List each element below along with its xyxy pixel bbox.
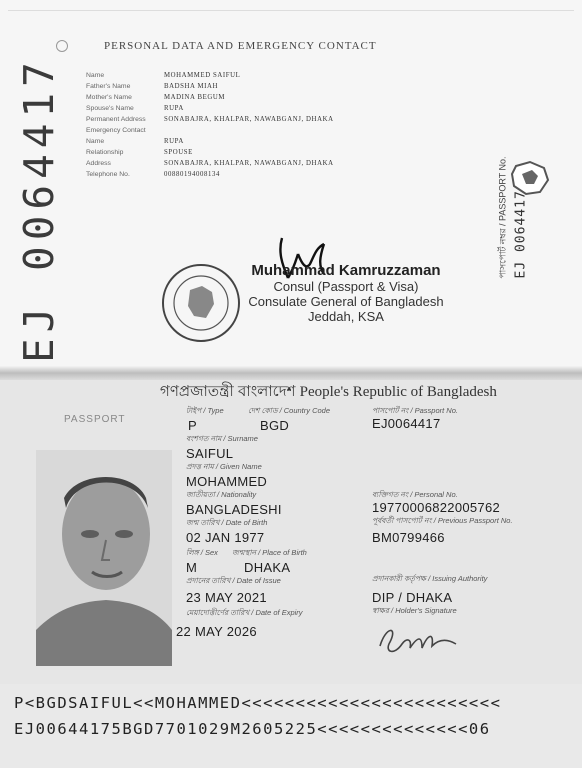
issuing-authority: DIP / DHAKA xyxy=(372,590,453,605)
data-row: Name RUPA xyxy=(86,138,184,145)
surname: SAIFUL xyxy=(186,446,234,461)
data-row: Emergency Contact xyxy=(86,127,146,134)
place-of-birth: DHAKA xyxy=(244,560,291,575)
data-row: Telephone No. 00880194008134 xyxy=(86,171,220,178)
date-of-birth: 02 JAN 1977 xyxy=(186,530,265,545)
issuing-authority-caption: প্রদানকারী কর্তৃপক্ষ / Issuing Authority xyxy=(372,574,488,583)
personal-number: 19770006822005762 xyxy=(372,500,501,515)
mrz-line-1: P<BGDSAIFUL<<MOHAMMED<<<<<<<<<<<<<<<<<<<<<<<< xyxy=(14,694,502,712)
dob-caption: জন্ম তারিখ / Date of Birth xyxy=(186,518,268,527)
data-row: Mother's Name MADINA BEGUM xyxy=(86,94,226,101)
date-of-expiry: 22 MAY 2026 xyxy=(176,624,257,639)
passport-type: P xyxy=(188,418,197,433)
previous-passport-number: BM0799466 xyxy=(372,530,445,545)
consul-name: Muhammad Kamruzzaman xyxy=(251,262,441,279)
data-page-header xyxy=(160,380,497,405)
passport-no-caption: পাসপোর্ট নং / Passport No. xyxy=(372,406,458,415)
personal-data-list xyxy=(86,70,466,180)
machine-readable-zone xyxy=(0,684,582,768)
passport-side-word: PASSPORT xyxy=(64,414,126,425)
given-name-caption: প্রদত্ত নাম / Given Name xyxy=(186,462,262,471)
sex-caption: লিঙ্গ / Sex xyxy=(186,548,218,557)
nationality: BANGLADESHI xyxy=(186,502,282,517)
passport-number: EJ0064417 xyxy=(372,416,441,431)
place-of-birth-caption: জন্মস্থান / Place of Birth xyxy=(232,548,307,557)
date-of-issue: 23 MAY 2021 xyxy=(186,590,267,605)
header-bangla: গণপ্রজাতন্ত্রী বাংলাদেশ xyxy=(160,383,296,400)
mrz-line-2: EJ00644175BGD7701029M2605225<<<<<<<<<<<<<<06 xyxy=(14,720,491,738)
side-passport-value: EJ 0064417 xyxy=(513,190,529,279)
issue-date-caption: প্রদানের তারিখ / Date of Issue xyxy=(186,576,281,585)
holder-signature xyxy=(372,616,464,664)
consul-title: Consul (Passport & Visa) xyxy=(273,279,419,294)
data-row: Name MOHAMMED SAIFUL xyxy=(86,72,241,79)
data-row: Spouse's Name RUPA xyxy=(86,105,184,112)
data-row: Relationship SPOUSE xyxy=(86,149,193,156)
consul-city: Jeddah, KSA xyxy=(308,309,384,324)
data-row: Address SONABAJRA, KHALPAR, NAWABGANJ, DHAKA xyxy=(86,160,334,167)
holder-signature-caption: স্বাক্ষর / Holder's Signature xyxy=(372,606,457,615)
bangladesh-map-emblem xyxy=(508,160,552,196)
expiry-date-caption: মেয়াদোত্তীর্ণের তারিখ / Date of Expiry xyxy=(186,608,303,617)
perforated-passport-number xyxy=(2,44,72,374)
given-name: MOHAMMED xyxy=(186,474,268,489)
consul-office: Consulate General of Bangladesh xyxy=(248,294,444,309)
consulate-seal xyxy=(160,262,242,344)
data-row: Father's Name BADSHA MIAH xyxy=(86,83,218,90)
country-code: BGD xyxy=(260,418,290,433)
previous-passport-caption: পূর্ববর্তী পাসপোর্ট নং / Previous Passport No. xyxy=(372,516,513,525)
nationality-caption: জাতীয়তা / Nationality xyxy=(186,490,257,499)
type-caption: টাইপ / Type xyxy=(186,406,224,415)
sex: M xyxy=(186,560,198,575)
vertical-passport-number: EJ 0064417 xyxy=(15,56,63,363)
personal-no-caption: ব্যক্তিগত নং / Personal No. xyxy=(372,490,458,499)
page-fold xyxy=(0,366,582,380)
data-row: Permanent Address SONABAJRA, KHALPAR, NAWABGANJ, DHAKA xyxy=(86,116,334,123)
header-english: People's Republic of Bangladesh xyxy=(299,384,497,400)
consul-block xyxy=(236,262,456,324)
side-passport-label: পাসপোর্ট নম্বর / PASSPORT No. xyxy=(497,156,508,279)
country-code-caption: দেশ কোড / Country Code xyxy=(248,406,331,415)
holder-photo xyxy=(36,450,172,666)
surname-caption: বংশগত নাম / Surname xyxy=(186,434,258,443)
personal-data-title: PERSONAL DATA AND EMERGENCY CONTACT xyxy=(104,40,377,52)
